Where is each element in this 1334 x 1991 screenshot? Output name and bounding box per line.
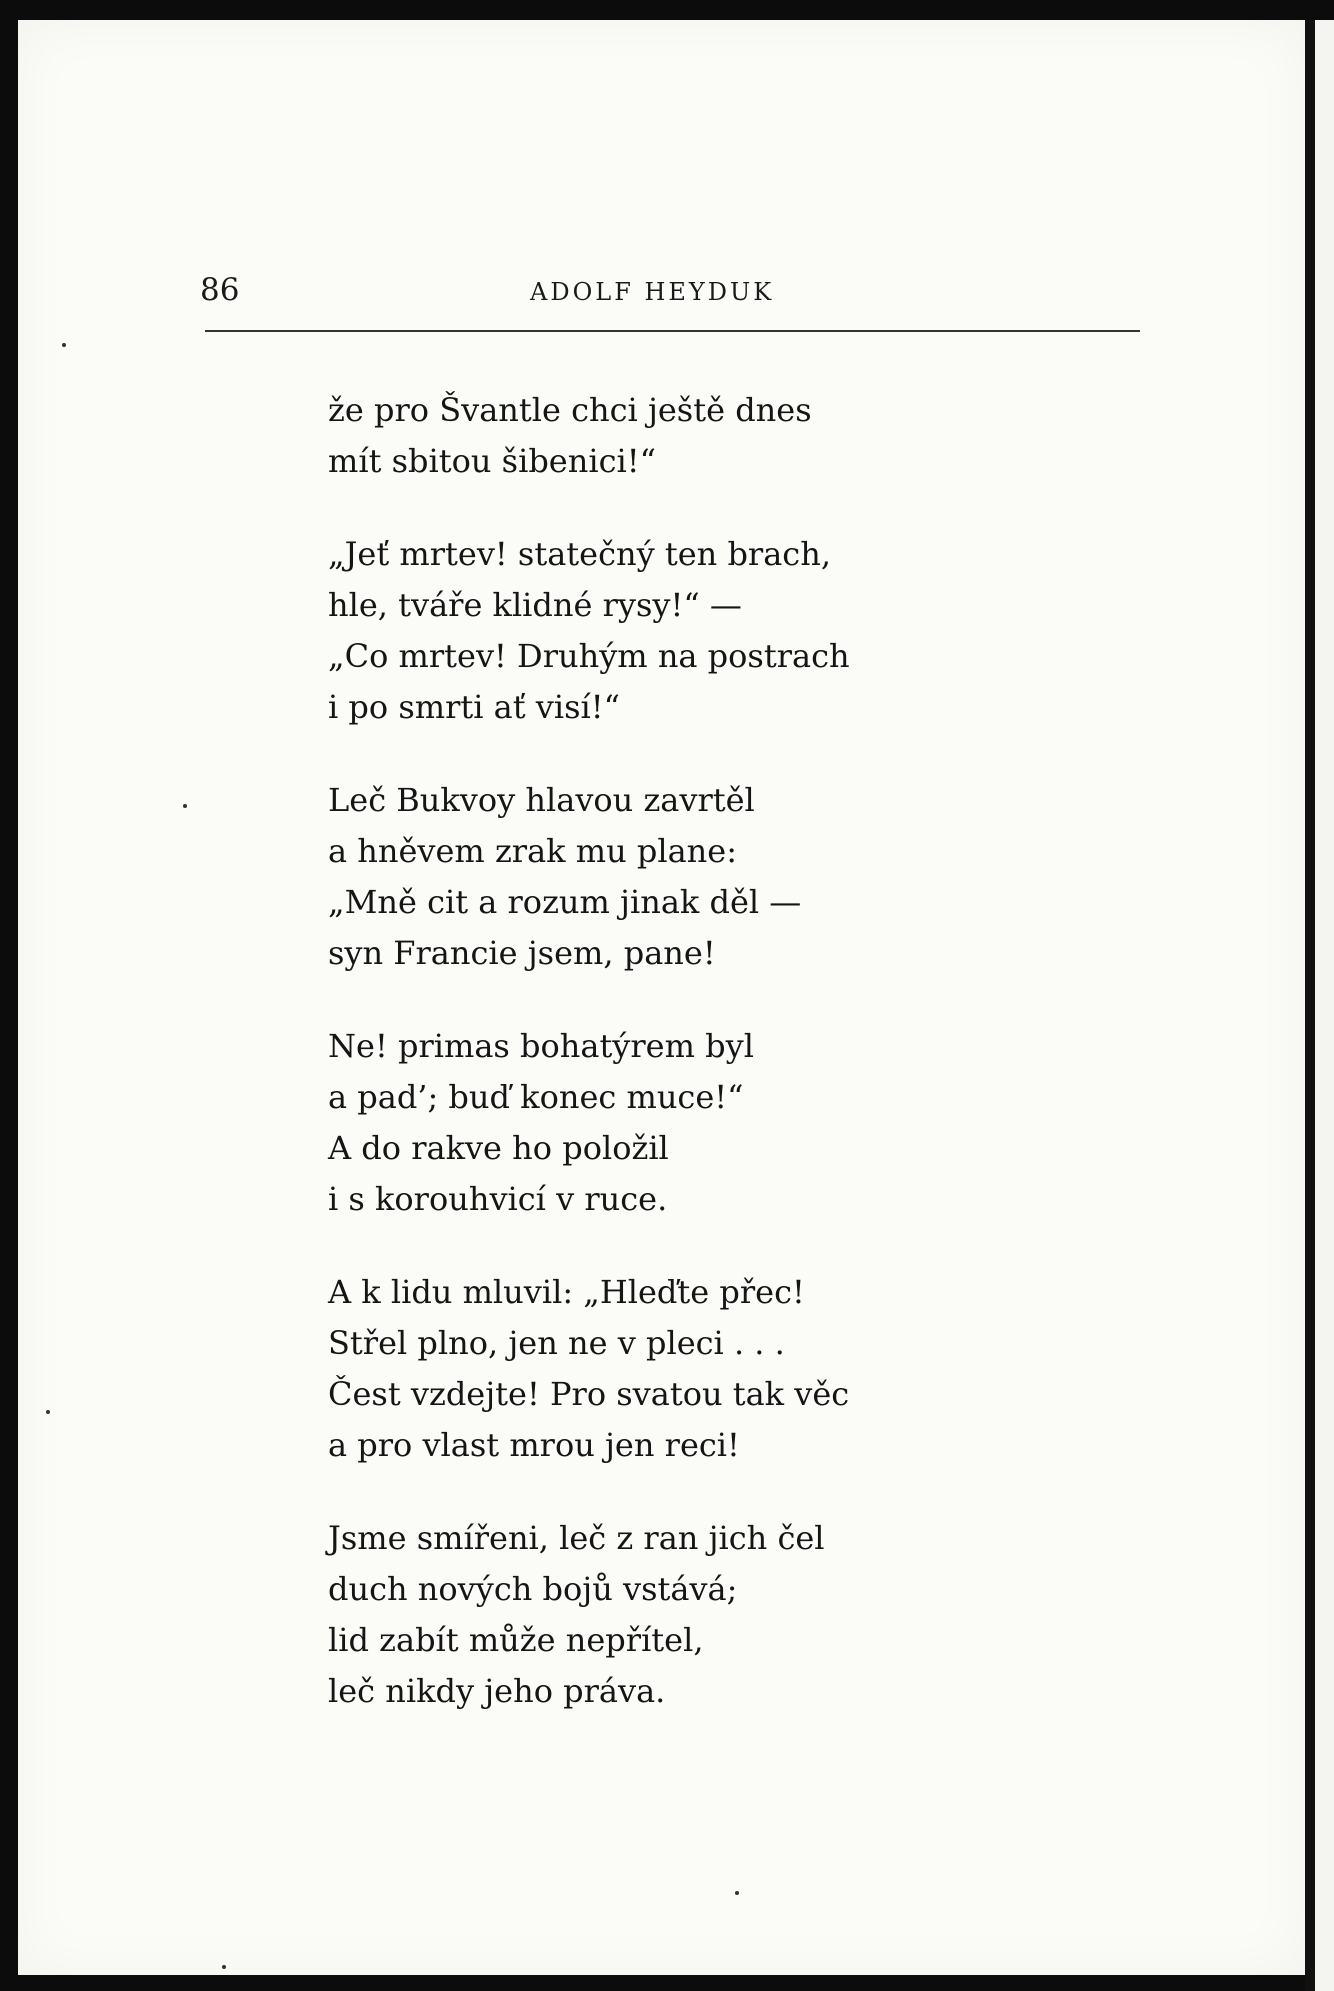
verse-line: i po smrti ať visí!“ [328,688,620,726]
header-rule [205,330,1140,332]
verse-line: syn Francie jsem, pane! [328,934,716,972]
stanza [328,1267,1088,1471]
verse-line: A do rakve ho položil [328,1129,669,1167]
verse-line: i s korouhvicí v ruce. [328,1180,668,1218]
page-number: 86 [200,272,240,308]
verse-line: hle, tváře klidné rysy!“ — [328,586,742,624]
stanza [328,1021,1088,1225]
stanza [328,1513,1088,1717]
stanza [328,529,1088,733]
verse-line: „Jeť mrtev! statečný ten brach, [328,535,831,573]
scan-speck [46,1410,50,1414]
verse-line: „Co mrtev! Druhým na postrach [328,637,850,675]
stanza [328,775,1088,979]
scan-speck [735,1891,739,1895]
verse-line: leč nikdy jeho práva. [328,1672,666,1710]
verse-line: že pro Švantle chci ještě dnes [328,391,812,429]
verse-line: A k lidu mluvil: „Hleďte přec! [328,1273,805,1311]
verse-line: a pro vlast mrou jen reci! [328,1426,740,1464]
verse-line: Čest vzdejte! Pro svatou tak věc [328,1375,850,1413]
verse-line: a hněvem zrak mu plane: [328,832,737,870]
verse-line: Leč Bukvoy hlavou zavrtěl [328,781,755,819]
verse-line: Střel plno, jen ne v pleci . . . [328,1324,785,1362]
verse-line: Ne! primas bohatýrem byl [328,1027,754,1065]
verse-line: mít sbitou šibenici!“ [328,442,656,480]
verse-line: „Mně cit a rozum jinak děl — [328,883,802,921]
scan-speck [62,343,66,347]
verse-line: duch nových bojů vstává; [328,1570,738,1608]
scan-speck [183,804,187,808]
running-head: ADOLF HEYDUK [530,278,775,306]
stanza [328,385,1088,487]
scan-speck [222,1965,226,1969]
verse-line: Jsme smířeni, leč z ran jich čel [328,1519,825,1557]
verse-line: a pad’; buď konec muce!“ [328,1078,744,1116]
verse-line: lid zabít může nepřítel, [328,1621,704,1659]
adjacent-page-edge [1305,20,1334,1991]
poem-text [328,385,1088,1759]
